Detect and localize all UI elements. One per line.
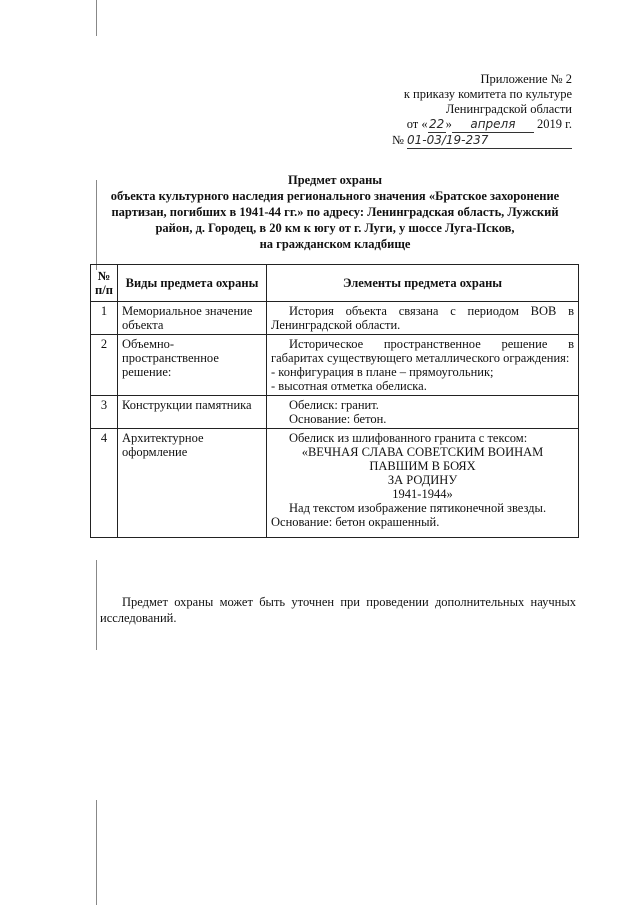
table-header-row (91, 265, 579, 302)
element-text: - высотная отметка обелиска. (271, 379, 427, 393)
row-elements (267, 396, 579, 429)
margin-line-middle (96, 560, 97, 650)
element-text: Обелиск: гранит. (289, 398, 379, 412)
appendix-line2: к приказу комитета по культуре (403, 87, 572, 101)
title-line4: район, д. Городец, в 20 км к югу от г. Луги, у шоссе Луга-Псков, (155, 221, 515, 235)
row-type: Объемно-пространственное решение: (118, 335, 267, 396)
row-elements (267, 302, 579, 335)
date-day: 22 (429, 117, 445, 131)
row-elements (267, 335, 579, 396)
appendix-line1: Приложение № 2 (480, 72, 572, 86)
table-row (91, 302, 579, 335)
row-type: Конструкции памятника (118, 396, 267, 429)
margin-line-top (96, 0, 97, 36)
row-number: 1 (91, 302, 118, 335)
element-text: - конфигурация в плане – прямоугольник; (271, 365, 494, 379)
inscription-line: ПАВШИМ В БОЯХ (369, 459, 476, 473)
inscription-line: ЗА РОДИНУ (387, 473, 458, 487)
title-line5: на гражданском кладбище (259, 237, 411, 251)
appendix-number (392, 133, 572, 149)
row-type: Мемориальное значение объекта (118, 302, 267, 335)
row-type: Архитектурное оформление (118, 429, 267, 538)
note-paragraph: Предмет охраны может быть уточнен при проведении дополнительных научных исследований. (100, 595, 576, 625)
inscription-line: 1941-1944» (392, 487, 453, 501)
protection-table (90, 264, 579, 538)
document-title (88, 172, 582, 252)
table-row (91, 335, 579, 396)
appendix-date (392, 117, 572, 133)
row-number: 2 (91, 335, 118, 396)
element-text: Основание: бетон окрашенный. (271, 515, 440, 529)
row-number: 4 (91, 429, 118, 538)
header-elements: Элементы предмета охраны (267, 265, 579, 302)
table-row (91, 396, 579, 429)
element-text: История объекта связана с периодом ВОВ в Ленинградской области. (271, 304, 574, 332)
date-year: 2019 г. (537, 117, 572, 131)
date-sep: » (445, 117, 452, 131)
title-line2: объекта культурного наследия регионального значения «Братское захоронение (110, 189, 560, 203)
header-types: Виды предмета охраны (118, 265, 267, 302)
number-prefix: № (391, 133, 404, 147)
date-month: апреля (452, 117, 534, 133)
row-elements (267, 429, 579, 538)
element-text: Обелиск из шлифованного гранита с тексом: (289, 431, 528, 445)
table-row (91, 429, 579, 538)
number-value: 01-03/19-237 (407, 133, 572, 149)
appendix-line3: Ленинградской области (445, 102, 572, 116)
header-number: № п/п (91, 265, 118, 302)
title-line1: Предмет охраны (287, 173, 383, 187)
element-text: Основание: бетон. (289, 412, 387, 426)
margin-line-bottom (96, 800, 97, 905)
element-text: Над текстом изображение пятиконечной звезды. (289, 501, 547, 515)
element-text: Историческое пространственное решение в габаритах существующего металлического ограждения: (271, 337, 574, 365)
appendix-block (392, 72, 572, 149)
row-number: 3 (91, 396, 118, 429)
title-line3: партизан, погибших в 1941-44 гг.» по адресу: Ленинградская область, Лужский (111, 205, 559, 219)
date-prefix: от « (406, 117, 428, 131)
inscription-line: «ВЕЧНАЯ СЛАВА СОВЕТСКИМ ВОИНАМ (301, 445, 544, 459)
